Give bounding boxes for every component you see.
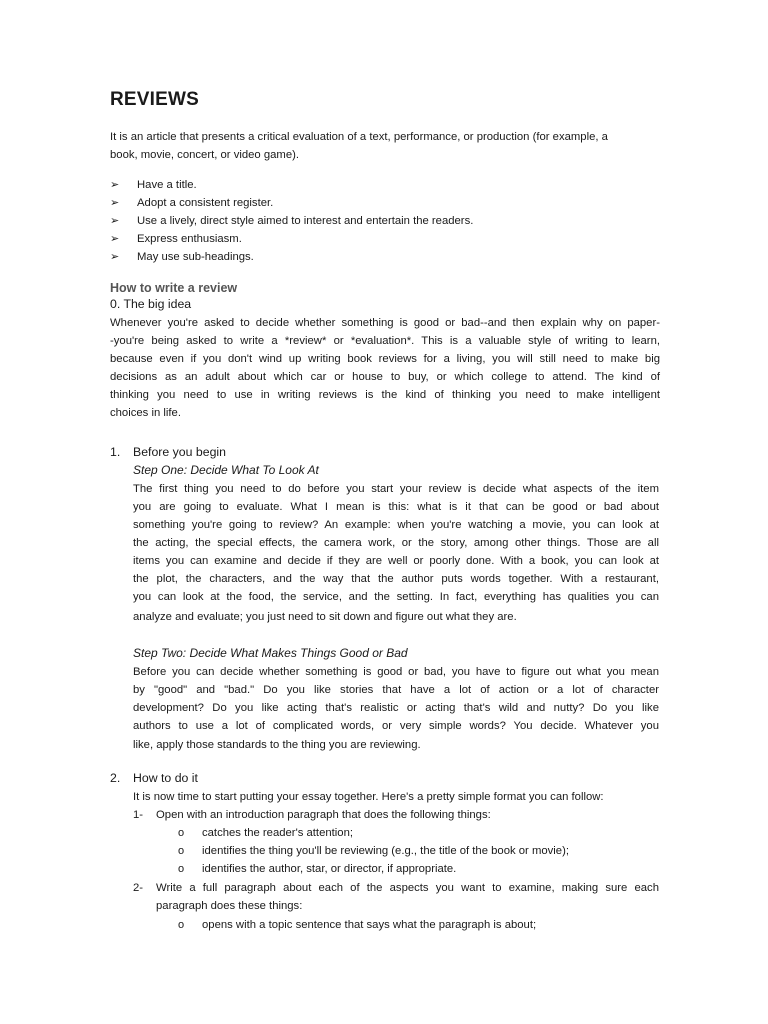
list-item: paragraph does these things:: [156, 900, 303, 912]
arrow-bullet-icon: ➢: [110, 215, 120, 227]
intro-line: book, movie, concert, or video game).: [110, 149, 299, 161]
body-line: the plot, the characters, and the way that the author puts words together. With a restaurant,: [133, 573, 659, 585]
body-line: you can look at the food, the service, and the setting. In fact, everything has qualities you can: [133, 591, 659, 603]
circle-bullet-icon: o: [178, 919, 185, 931]
section-number: 1.: [110, 445, 121, 459]
feature-item: Express enthusiasm.: [137, 233, 242, 245]
body-line: -you're being asked to write a *review* or *evaluation*. This is a valuable style of writing to learn,: [110, 335, 660, 347]
body-line: thinking you need to use in writing reviews is the kind of thinking you need to make intelligent: [110, 389, 660, 401]
body-line: development? Do you like acting that's realistic or acting that's wild and nutty? Do you like: [133, 702, 659, 714]
feature-item: Use a lively, direct style aimed to interest and entertain the readers.: [137, 215, 474, 227]
list-item: Write a full paragraph about each of the aspects you want to examine, making sure each: [156, 882, 659, 894]
arrow-bullet-icon: ➢: [110, 233, 120, 245]
body-line: because even if you don't wind up writing book reviews for a living, you will still need to make big: [110, 353, 660, 365]
circle-bullet-icon: o: [178, 845, 185, 857]
body-line: analyze and evaluate; you just need to sit down and figure out what they are.: [133, 611, 517, 623]
feature-item: May use sub-headings.: [137, 251, 254, 263]
sub-list-item: identifies the thing you'll be reviewing (e.g., the title of the book or movie);: [202, 845, 569, 857]
body-line: items you can examine and decide if they are well or poorly done. With a book, you can look at: [133, 555, 659, 567]
list-marker: 2-: [133, 882, 144, 894]
arrow-bullet-icon: ➢: [110, 251, 120, 263]
body-line: Whenever you're asked to decide whether something is good or bad--and then explain why on paper-: [110, 317, 660, 329]
arrow-bullet-icon: ➢: [110, 179, 120, 191]
body-line: Before you can decide whether something is good or bad, you have to figure out what you mean: [133, 666, 659, 678]
section-heading: Before you begin: [133, 445, 226, 459]
step-heading: Step Two: Decide What Makes Things Good or Bad: [133, 646, 408, 660]
sub-list-item: opens with a topic sentence that says what the paragraph is about;: [202, 919, 537, 931]
body-line: decisions as an adult about which car or house to buy, or which college to attend. The kind of: [110, 371, 660, 383]
body-line: The first thing you need to do before you start your review is decide what aspects of the item: [133, 483, 659, 495]
body-line: you are going to evaluate. What I mean is this: what is it that can be good or bad about: [133, 501, 659, 513]
body-line: something you're going to review? An example: when you're watching a movie, you can look at: [133, 519, 659, 531]
step-heading: Step One: Decide What To Look At: [133, 463, 319, 477]
sub-list-item: catches the reader's attention;: [202, 827, 353, 839]
intro-line: It is an article that presents a critical evaluation of a text, performance, or production (for example, a: [110, 131, 608, 143]
body-line: the acting, the special effects, the camera work, or the story, among other things. Those are all: [133, 537, 659, 549]
feature-item: Adopt a consistent register.: [137, 197, 274, 209]
body-line: by "good" and "bad." Do you like stories that have a lot of action or a lot of character: [133, 684, 659, 696]
page-title: REVIEWS: [110, 89, 200, 110]
big-idea-heading: 0. The big idea: [110, 297, 192, 311]
section-number: 2.: [110, 771, 121, 785]
circle-bullet-icon: o: [178, 863, 185, 875]
body-line: choices in life.: [110, 407, 181, 419]
body-line: like, apply those standards to the thing you are reviewing.: [133, 739, 421, 751]
list-item: Open with an introduction paragraph that does the following things:: [156, 809, 491, 821]
list-marker: 1-: [133, 809, 144, 821]
howto-heading: How to write a review: [110, 281, 238, 295]
body-line: It is now time to start putting your essay together. Here's a pretty simple format you can follow:: [133, 791, 604, 803]
sub-list-item: identifies the author, star, or director, if appropriate.: [202, 863, 457, 875]
body-line: authors to use a lot of complicated words, or very simple words? You decide. Whatever you: [133, 720, 659, 732]
circle-bullet-icon: o: [178, 827, 185, 839]
section-heading: How to do it: [133, 771, 198, 785]
feature-item: Have a title.: [137, 179, 197, 191]
arrow-bullet-icon: ➢: [110, 197, 120, 209]
